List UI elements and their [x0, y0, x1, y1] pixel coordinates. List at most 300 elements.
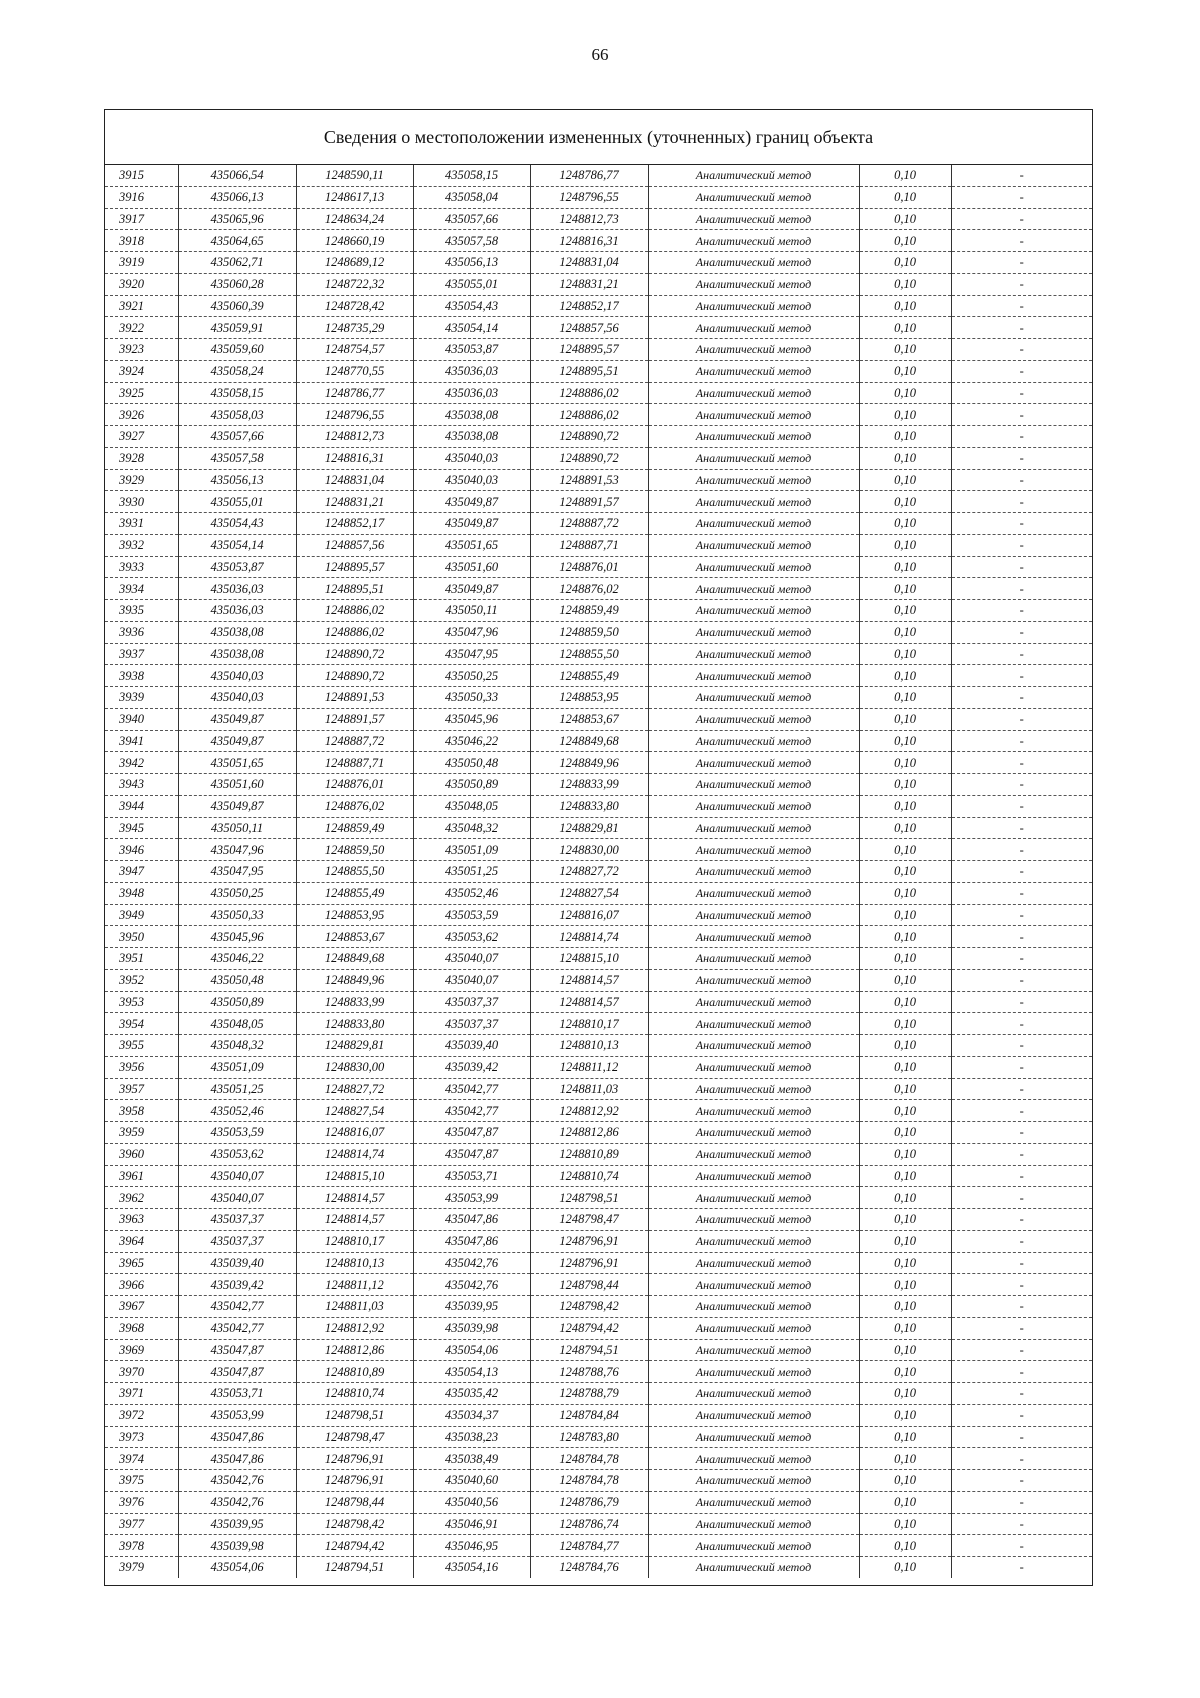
- accuracy-cell: 0,10: [859, 643, 951, 665]
- method-cell: Аналитический метод: [648, 752, 859, 774]
- description-cell: -: [951, 1296, 1092, 1318]
- x-new-cell: 435051,09: [413, 839, 530, 861]
- x-old-cell: 435038,08: [178, 643, 296, 665]
- table-row: [105, 1143, 1092, 1165]
- y-new-cell: 1248794,42: [530, 1317, 648, 1339]
- description-cell: -: [951, 730, 1092, 752]
- point-number-cell: 3921: [105, 295, 178, 317]
- y-new-cell: 1248794,51: [530, 1339, 648, 1361]
- x-old-cell: 435042,77: [178, 1296, 296, 1318]
- description-cell: -: [951, 578, 1092, 600]
- y-old-cell: 1248886,02: [296, 621, 413, 643]
- y-old-cell: 1248689,12: [296, 252, 413, 274]
- point-number-cell: 3934: [105, 578, 178, 600]
- table-row: [105, 1513, 1092, 1535]
- point-number-cell: 3939: [105, 687, 178, 709]
- x-new-cell: 435058,04: [413, 186, 530, 208]
- description-cell: -: [951, 1122, 1092, 1144]
- y-new-cell: 1248810,17: [530, 1013, 648, 1035]
- accuracy-cell: 0,10: [859, 948, 951, 970]
- method-cell: Аналитический метод: [648, 1491, 859, 1513]
- point-number-cell: 3924: [105, 360, 178, 382]
- x-new-cell: 435039,42: [413, 1056, 530, 1078]
- x-old-cell: 435048,32: [178, 1035, 296, 1057]
- x-new-cell: 435050,25: [413, 665, 530, 687]
- accuracy-cell: 0,10: [859, 295, 951, 317]
- accuracy-cell: 0,10: [859, 687, 951, 709]
- description-cell: -: [951, 208, 1092, 230]
- table-row: [105, 295, 1092, 317]
- method-cell: Аналитический метод: [648, 795, 859, 817]
- method-cell: Аналитический метод: [648, 1056, 859, 1078]
- y-new-cell: 1248784,78: [530, 1448, 648, 1470]
- point-number-cell: 3951: [105, 948, 178, 970]
- table-row: [105, 252, 1092, 274]
- y-old-cell: 1248798,44: [296, 1491, 413, 1513]
- x-new-cell: 435047,87: [413, 1122, 530, 1144]
- table-row: [105, 795, 1092, 817]
- description-cell: -: [951, 1035, 1092, 1057]
- y-new-cell: 1248827,54: [530, 882, 648, 904]
- table-title: Сведения о местоположении измененных (уточненных) границ объекта: [105, 110, 1092, 165]
- x-old-cell: 435042,76: [178, 1470, 296, 1492]
- y-old-cell: 1248857,56: [296, 534, 413, 556]
- y-old-cell: 1248853,67: [296, 926, 413, 948]
- method-cell: Аналитический метод: [648, 404, 859, 426]
- table-row: [105, 1470, 1092, 1492]
- description-cell: -: [951, 382, 1092, 404]
- accuracy-cell: 0,10: [859, 1535, 951, 1557]
- point-number-cell: 3925: [105, 382, 178, 404]
- y-old-cell: 1248827,72: [296, 1078, 413, 1100]
- x-new-cell: 435042,77: [413, 1100, 530, 1122]
- y-old-cell: 1248891,57: [296, 708, 413, 730]
- table-row: [105, 1274, 1092, 1296]
- point-number-cell: 3959: [105, 1122, 178, 1144]
- table-row: [105, 904, 1092, 926]
- table-row: [105, 730, 1092, 752]
- table-row: [105, 817, 1092, 839]
- x-new-cell: 435036,03: [413, 382, 530, 404]
- y-new-cell: 1248849,96: [530, 752, 648, 774]
- method-cell: Аналитический метод: [648, 1230, 859, 1252]
- y-new-cell: 1248890,72: [530, 447, 648, 469]
- x-old-cell: 435036,03: [178, 578, 296, 600]
- method-cell: Аналитический метод: [648, 578, 859, 600]
- y-old-cell: 1248831,04: [296, 469, 413, 491]
- point-number-cell: 3932: [105, 534, 178, 556]
- description-cell: -: [951, 252, 1092, 274]
- x-new-cell: 435047,96: [413, 621, 530, 643]
- point-number-cell: 3930: [105, 491, 178, 513]
- table-row: [105, 1491, 1092, 1513]
- accuracy-cell: 0,10: [859, 556, 951, 578]
- y-old-cell: 1248886,02: [296, 600, 413, 622]
- x-new-cell: 435048,32: [413, 817, 530, 839]
- description-cell: -: [951, 273, 1092, 295]
- y-old-cell: 1248798,51: [296, 1404, 413, 1426]
- x-new-cell: 435051,65: [413, 534, 530, 556]
- y-new-cell: 1248886,02: [530, 382, 648, 404]
- accuracy-cell: 0,10: [859, 991, 951, 1013]
- y-new-cell: 1248784,84: [530, 1404, 648, 1426]
- y-old-cell: 1248815,10: [296, 1165, 413, 1187]
- x-old-cell: 435047,87: [178, 1361, 296, 1383]
- x-old-cell: 435051,25: [178, 1078, 296, 1100]
- y-new-cell: 1248796,91: [530, 1230, 648, 1252]
- method-cell: Аналитический метод: [648, 621, 859, 643]
- table-row: [105, 447, 1092, 469]
- description-cell: -: [951, 1470, 1092, 1492]
- point-number-cell: 3920: [105, 273, 178, 295]
- y-new-cell: 1248859,49: [530, 600, 648, 622]
- x-new-cell: 435038,49: [413, 1448, 530, 1470]
- y-old-cell: 1248859,50: [296, 839, 413, 861]
- y-old-cell: 1248798,42: [296, 1513, 413, 1535]
- method-cell: Аналитический метод: [648, 1448, 859, 1470]
- description-cell: -: [951, 469, 1092, 491]
- method-cell: Аналитический метод: [648, 252, 859, 274]
- x-new-cell: 435050,11: [413, 600, 530, 622]
- accuracy-cell: 0,10: [859, 1426, 951, 1448]
- accuracy-cell: 0,10: [859, 426, 951, 448]
- x-old-cell: 435053,59: [178, 1122, 296, 1144]
- y-old-cell: 1248728,42: [296, 295, 413, 317]
- y-new-cell: 1248810,74: [530, 1165, 648, 1187]
- y-old-cell: 1248796,55: [296, 404, 413, 426]
- table-row: [105, 273, 1092, 295]
- accuracy-cell: 0,10: [859, 317, 951, 339]
- method-cell: Аналитический метод: [648, 556, 859, 578]
- point-number-cell: 3971: [105, 1383, 178, 1405]
- y-old-cell: 1248794,42: [296, 1535, 413, 1557]
- description-cell: -: [951, 665, 1092, 687]
- x-new-cell: 435048,05: [413, 795, 530, 817]
- y-new-cell: 1248784,76: [530, 1557, 648, 1578]
- y-old-cell: 1248794,51: [296, 1557, 413, 1578]
- y-new-cell: 1248876,01: [530, 556, 648, 578]
- description-cell: -: [951, 969, 1092, 991]
- table-row: [105, 839, 1092, 861]
- accuracy-cell: 0,10: [859, 1209, 951, 1231]
- description-cell: -: [951, 491, 1092, 513]
- boundary-table-frame: [104, 109, 1093, 1586]
- table-row: [105, 186, 1092, 208]
- method-cell: Аналитический метод: [648, 948, 859, 970]
- boundary-coordinates-table: [105, 165, 1092, 1578]
- point-number-cell: 3944: [105, 795, 178, 817]
- table-row: [105, 360, 1092, 382]
- x-new-cell: 435055,01: [413, 273, 530, 295]
- point-number-cell: 3954: [105, 1013, 178, 1035]
- method-cell: Аналитический метод: [648, 600, 859, 622]
- method-cell: Аналитический метод: [648, 382, 859, 404]
- accuracy-cell: 0,10: [859, 1187, 951, 1209]
- method-cell: Аналитический метод: [648, 1535, 859, 1557]
- point-number-cell: 3931: [105, 513, 178, 535]
- description-cell: -: [1019, 1560, 1024, 1575]
- y-new-cell: 1248886,02: [530, 404, 648, 426]
- x-new-cell: 435049,87: [413, 491, 530, 513]
- point-number-cell: 3928: [105, 447, 178, 469]
- description-cell: -: [951, 839, 1092, 861]
- point-number-cell: 3915: [105, 165, 178, 186]
- accuracy-cell: 0,10: [859, 817, 951, 839]
- method-cell: Аналитический метод: [648, 230, 859, 252]
- table-row: [105, 643, 1092, 665]
- y-new-cell: 1248816,07: [530, 904, 648, 926]
- accuracy-cell: 0,10: [859, 230, 951, 252]
- x-new-cell: 435058,15: [413, 165, 530, 186]
- x-new-cell: 435039,40: [413, 1035, 530, 1057]
- y-old-cell: 1248887,72: [296, 730, 413, 752]
- x-new-cell: 435046,22: [413, 730, 530, 752]
- y-old-cell: 1248814,74: [296, 1143, 413, 1165]
- table-row: [105, 339, 1092, 361]
- y-new-cell: 1248830,00: [530, 839, 648, 861]
- description-cell: -: [951, 1383, 1092, 1405]
- table-row: [105, 752, 1092, 774]
- x-old-cell: 435053,62: [178, 1143, 296, 1165]
- x-old-cell: 435060,39: [178, 295, 296, 317]
- table-row: [105, 969, 1092, 991]
- method-cell: Аналитический метод: [648, 1252, 859, 1274]
- description-cell: -: [951, 404, 1092, 426]
- method-cell: Аналитический метод: [648, 165, 859, 186]
- table-row: [105, 556, 1092, 578]
- x-new-cell: 435051,25: [413, 861, 530, 883]
- y-new-cell: 1248831,21: [530, 273, 648, 295]
- x-old-cell: 435053,87: [178, 556, 296, 578]
- description-cell: -: [951, 534, 1092, 556]
- accuracy-cell: 0,10: [859, 1491, 951, 1513]
- x-old-cell: 435050,48: [178, 969, 296, 991]
- method-cell: Аналитический метод: [648, 1143, 859, 1165]
- x-new-cell: 435040,03: [413, 469, 530, 491]
- table-row: [105, 1013, 1092, 1035]
- description-cell: -: [951, 1013, 1092, 1035]
- table-row: [105, 513, 1092, 535]
- accuracy-cell: 0,10: [859, 1165, 951, 1187]
- accuracy-cell: 0,10: [859, 1100, 951, 1122]
- y-new-cell: 1248811,03: [530, 1078, 648, 1100]
- accuracy-cell: 0,10: [859, 1470, 951, 1492]
- y-new-cell: 1248798,51: [530, 1187, 648, 1209]
- accuracy-cell: 0,10: [859, 882, 951, 904]
- point-number-cell: 3940: [105, 708, 178, 730]
- accuracy-cell: 0,10: [859, 1230, 951, 1252]
- point-number-cell: 3927: [105, 426, 178, 448]
- y-old-cell: 1248811,03: [296, 1296, 413, 1318]
- point-number-cell: 3936: [105, 621, 178, 643]
- method-cell: Аналитический метод: [648, 295, 859, 317]
- accuracy-cell: 0,10: [859, 904, 951, 926]
- point-number-cell: 3952: [105, 969, 178, 991]
- description-cell: -: [951, 687, 1092, 709]
- x-new-cell: 435045,96: [413, 708, 530, 730]
- y-new-cell: 1248812,86: [530, 1122, 648, 1144]
- accuracy-cell: 0,10: [859, 469, 951, 491]
- x-new-cell: 435054,43: [413, 295, 530, 317]
- description-cell: -: [951, 1404, 1092, 1426]
- y-old-cell: 1248887,71: [296, 752, 413, 774]
- x-old-cell: 435037,37: [178, 1230, 296, 1252]
- x-new-cell: 435047,95: [413, 643, 530, 665]
- accuracy-cell: 0,10: [859, 1274, 951, 1296]
- y-new-cell: 1248855,50: [530, 643, 648, 665]
- x-new-cell: 435042,76: [413, 1252, 530, 1274]
- point-number-cell: 3979: [105, 1557, 178, 1578]
- y-new-cell: 1248891,57: [530, 491, 648, 513]
- point-number-cell: 3943: [105, 774, 178, 796]
- table-row: [105, 687, 1092, 709]
- method-cell: Аналитический метод: [648, 339, 859, 361]
- method-cell: Аналитический метод: [648, 426, 859, 448]
- x-old-cell: 435058,24: [178, 360, 296, 382]
- x-new-cell: 435053,62: [413, 926, 530, 948]
- table-row: [105, 1535, 1092, 1557]
- point-number-cell: 3923: [105, 339, 178, 361]
- description-cell: -: [951, 556, 1092, 578]
- accuracy-cell: 0,10: [859, 165, 951, 186]
- table-row: [105, 208, 1092, 230]
- point-number-cell: 3950: [105, 926, 178, 948]
- point-number-cell: 3975: [105, 1470, 178, 1492]
- x-new-cell: 435052,46: [413, 882, 530, 904]
- x-old-cell: 435047,95: [178, 861, 296, 883]
- y-new-cell: 1248887,72: [530, 513, 648, 535]
- y-new-cell: 1248853,67: [530, 708, 648, 730]
- y-old-cell: 1248831,21: [296, 491, 413, 513]
- method-cell: Аналитический метод: [648, 665, 859, 687]
- description-cell: -: [951, 861, 1092, 883]
- y-new-cell: 1248788,76: [530, 1361, 648, 1383]
- x-new-cell: 435040,07: [413, 969, 530, 991]
- method-cell: Аналитический метод: [648, 491, 859, 513]
- table-row: [105, 1383, 1092, 1405]
- method-cell: Аналитический метод: [648, 926, 859, 948]
- x-new-cell: 435037,37: [413, 991, 530, 1013]
- table-row: [105, 1426, 1092, 1448]
- point-number-cell: 3947: [105, 861, 178, 883]
- x-new-cell: 435050,48: [413, 752, 530, 774]
- table-row: [105, 404, 1092, 426]
- y-new-cell: 1248798,42: [530, 1296, 648, 1318]
- y-old-cell: 1248849,96: [296, 969, 413, 991]
- accuracy-cell: 0,10: [859, 861, 951, 883]
- point-number-cell: 3918: [105, 230, 178, 252]
- table-row: [105, 1230, 1092, 1252]
- x-new-cell: 435047,87: [413, 1143, 530, 1165]
- x-old-cell: 435064,65: [178, 230, 296, 252]
- point-number-cell: 3922: [105, 317, 178, 339]
- point-number-cell: 3973: [105, 1426, 178, 1448]
- description-cell: -: [951, 991, 1092, 1013]
- description-cell: -: [951, 1426, 1092, 1448]
- x-old-cell: 435058,03: [178, 404, 296, 426]
- method-cell: Аналитический метод: [648, 513, 859, 535]
- accuracy-cell: 0,10: [859, 1035, 951, 1057]
- description-cell: -: [951, 339, 1092, 361]
- description-cell: -: [951, 948, 1092, 970]
- accuracy-cell: 0,10: [859, 273, 951, 295]
- x-old-cell: 435048,05: [178, 1013, 296, 1035]
- y-old-cell: 1248754,57: [296, 339, 413, 361]
- table-row: [105, 1035, 1092, 1057]
- x-old-cell: 435053,71: [178, 1383, 296, 1405]
- description-cell: -: [951, 1339, 1092, 1361]
- x-new-cell: 435035,42: [413, 1383, 530, 1405]
- y-old-cell: 1248590,11: [296, 165, 413, 186]
- y-new-cell: 1248784,77: [530, 1535, 648, 1557]
- method-cell: Аналитический метод: [648, 1165, 859, 1187]
- description-cell: -: [951, 752, 1092, 774]
- method-cell: Аналитический метод: [648, 1557, 859, 1578]
- accuracy-cell: 0,10: [859, 1056, 951, 1078]
- method-cell: Аналитический метод: [648, 1339, 859, 1361]
- x-old-cell: 435052,46: [178, 1100, 296, 1122]
- y-new-cell: 1248815,10: [530, 948, 648, 970]
- y-old-cell: 1248814,57: [296, 1209, 413, 1231]
- table-row: [105, 491, 1092, 513]
- x-new-cell: 435054,14: [413, 317, 530, 339]
- accuracy-cell: 0,10: [859, 208, 951, 230]
- table-row: [105, 1122, 1092, 1144]
- x-new-cell: 435056,13: [413, 252, 530, 274]
- description-cell: -: [951, 1448, 1092, 1470]
- description-cell: -: [951, 1361, 1092, 1383]
- accuracy-cell: 0,10: [859, 839, 951, 861]
- table-row: [105, 1557, 1092, 1578]
- description-cell: -: [951, 1513, 1092, 1535]
- point-number-cell: 3929: [105, 469, 178, 491]
- accuracy-cell: 0,10: [859, 926, 951, 948]
- table-row: [105, 165, 1092, 186]
- table-row: [105, 991, 1092, 1013]
- y-old-cell: 1248816,07: [296, 1122, 413, 1144]
- y-old-cell: 1248617,13: [296, 186, 413, 208]
- y-old-cell: 1248798,47: [296, 1426, 413, 1448]
- x-old-cell: 435042,77: [178, 1317, 296, 1339]
- x-new-cell: 435040,07: [413, 948, 530, 970]
- point-number-cell: 3933: [105, 556, 178, 578]
- accuracy-cell: 0,10: [859, 534, 951, 556]
- accuracy-cell: 0,10: [859, 621, 951, 643]
- x-new-cell: 435037,37: [413, 1013, 530, 1035]
- table-row: [105, 1361, 1092, 1383]
- description-cell: -: [951, 317, 1092, 339]
- x-old-cell: 435040,03: [178, 665, 296, 687]
- point-number-cell: 3946: [105, 839, 178, 861]
- y-new-cell: 1248853,95: [530, 687, 648, 709]
- y-old-cell: 1248796,91: [296, 1470, 413, 1492]
- description-cell: -: [951, 1209, 1092, 1231]
- accuracy-cell: 0,10: [859, 1143, 951, 1165]
- y-old-cell: 1248796,91: [296, 1448, 413, 1470]
- accuracy-cell: 0,10: [859, 360, 951, 382]
- table-row: [105, 621, 1092, 643]
- method-cell: Аналитический метод: [648, 1404, 859, 1426]
- y-new-cell: 1248829,81: [530, 817, 648, 839]
- description-cell: -: [951, 708, 1092, 730]
- x-new-cell: 435040,03: [413, 447, 530, 469]
- accuracy-cell: 0,10: [859, 1404, 951, 1426]
- description-cell: -: [951, 904, 1092, 926]
- x-old-cell: 435054,14: [178, 534, 296, 556]
- x-new-cell: 435040,56: [413, 1491, 530, 1513]
- y-old-cell: 1248852,17: [296, 513, 413, 535]
- accuracy-cell: 0,10: [859, 1339, 951, 1361]
